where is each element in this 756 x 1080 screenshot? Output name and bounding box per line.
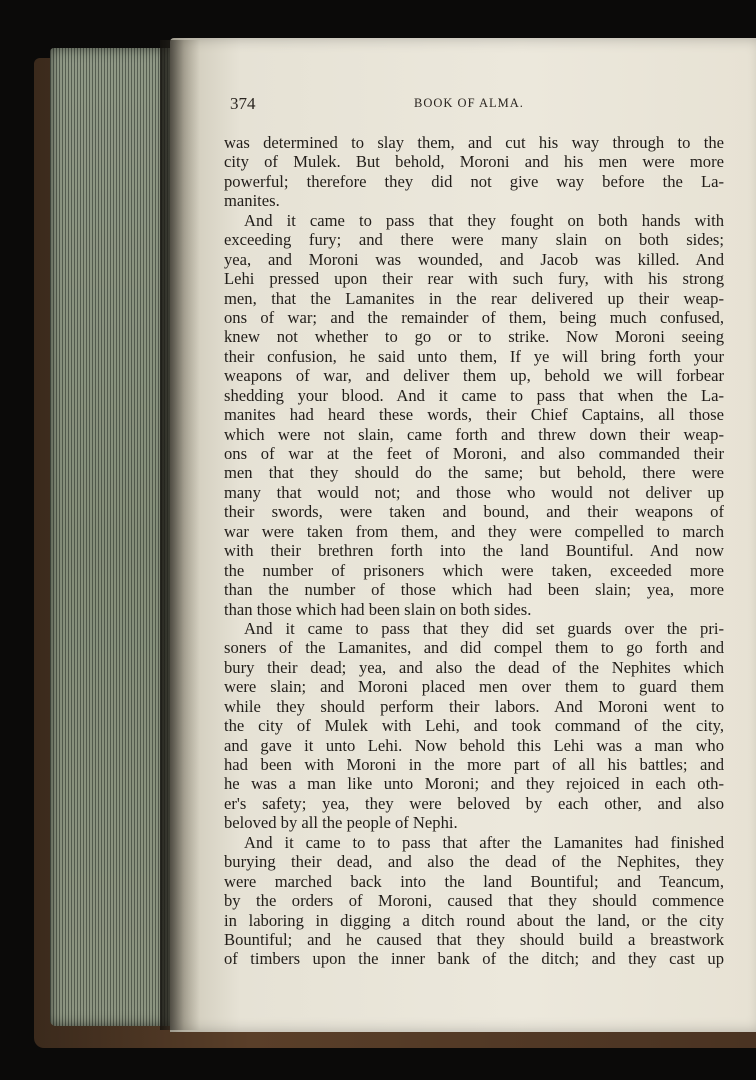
text-line: the number of prisoners which were taken, exceeded more	[224, 560, 724, 580]
paragraph	[224, 619, 724, 833]
text-line: yea, and Moroni was wounded, and Jacob was killed. And	[224, 249, 724, 269]
text-line: than those which had been slain on both sides.	[224, 599, 532, 619]
text-line: burying their dead, and also the dead of the Nephites, they	[224, 852, 724, 872]
text-line: soners of the Lamanites, and did compel them to go forth and	[224, 638, 724, 658]
text-line: many that would not; and those who would not deliver up	[224, 482, 724, 502]
text-line: was determined to slay them, and cut his way through to the	[224, 133, 724, 152]
text-line: he was a man like unto Moroni; and they rejoiced in each oth-	[224, 774, 724, 794]
text-line: were slain; and Moroni placed men over them to guard them	[224, 677, 724, 697]
text-line: with their brethren forth into the land Bountiful. And now	[224, 541, 724, 561]
page-number: 374	[230, 94, 256, 113]
text-line: men that they should do the same; but behold, there were	[224, 463, 724, 483]
book-page	[170, 38, 756, 1032]
text-line: Bountiful; and he caused that they should build a breastwork	[224, 929, 724, 949]
text-line: of timbers upon the inner bank of the ditch; and they cast up	[224, 949, 724, 969]
gutter-shadow	[160, 40, 200, 1030]
page-content	[224, 94, 724, 969]
text-line: Lehi pressed upon their rear with such fury, with his strong	[224, 269, 724, 289]
text-line: er's safety; yea, they were beloved by each other, and also	[224, 793, 724, 813]
text-line: bury their dead; yea, and also the dead of the Nephites which	[224, 657, 724, 677]
text-line: manites had heard these words, their Chief Captains, all those	[224, 405, 724, 425]
text-line: shedding your blood. And it came to pass that when the La-	[224, 385, 724, 405]
text-line: city of Mulek. But behold, Moroni and his men were more	[224, 152, 724, 172]
text-line: beloved by all the people of Nephi.	[224, 813, 458, 833]
text-line: ons of war; and the remainder of them, being much confused,	[224, 307, 724, 327]
text-line: were marched back into the land Bountiful; and Teancum,	[224, 871, 724, 891]
paragraph	[224, 833, 724, 969]
text-line: weapons of war, and deliver them up, behold we will forbear	[224, 366, 724, 386]
running-title: BOOK OF ALMA.	[414, 96, 524, 110]
text-line: their confusion, he said unto them, If ye will bring forth your	[224, 346, 724, 366]
text-line: while they should perform their labors. And Moroni went to	[224, 696, 724, 716]
text-line: manites.	[224, 191, 280, 211]
text-line: by the orders of Moroni, caused that they should commence	[224, 891, 724, 911]
text-line: had been with Moroni in the more part of all his battles; and	[224, 755, 724, 774]
paragraph	[224, 211, 724, 619]
text-line: ons of war at the feet of Moroni, and also commanded their	[224, 444, 724, 463]
body-text	[224, 133, 724, 969]
text-line: And it came to pass that they fought on both hands with	[244, 210, 724, 230]
paragraph	[224, 133, 724, 211]
text-line: And it came to pass that they did set guards over the pri-	[244, 618, 724, 638]
text-line: knew not whether to go or to strike. Now Moroni seeing	[224, 327, 724, 347]
text-line: their swords, were taken and bound, and their weapons of	[224, 502, 724, 522]
text-line: men, that the Lamanites in the rear delivered up their weap-	[224, 288, 724, 308]
text-line: in laboring in digging a ditch round about the land, or the city	[224, 910, 724, 930]
page-edges	[50, 48, 170, 1026]
text-line: And it came to to pass that after the Lamanites had finished	[244, 832, 724, 852]
running-head	[224, 94, 724, 118]
text-line: exceeding fury; and there were many slain on both sides;	[224, 230, 724, 250]
text-line: powerful; therefore they did not give way before the La-	[224, 171, 724, 191]
text-line: the city of Mulek with Lehi, and took command of the city,	[224, 716, 724, 736]
text-line: and gave it unto Lehi. Now behold this Lehi was a man who	[224, 735, 724, 755]
text-line: which were not slain, came forth and threw down their weap-	[224, 424, 724, 444]
text-line: war were taken from them, and they were compelled to march	[224, 521, 724, 541]
text-line: than the number of those which had been slain; yea, more	[224, 580, 724, 600]
